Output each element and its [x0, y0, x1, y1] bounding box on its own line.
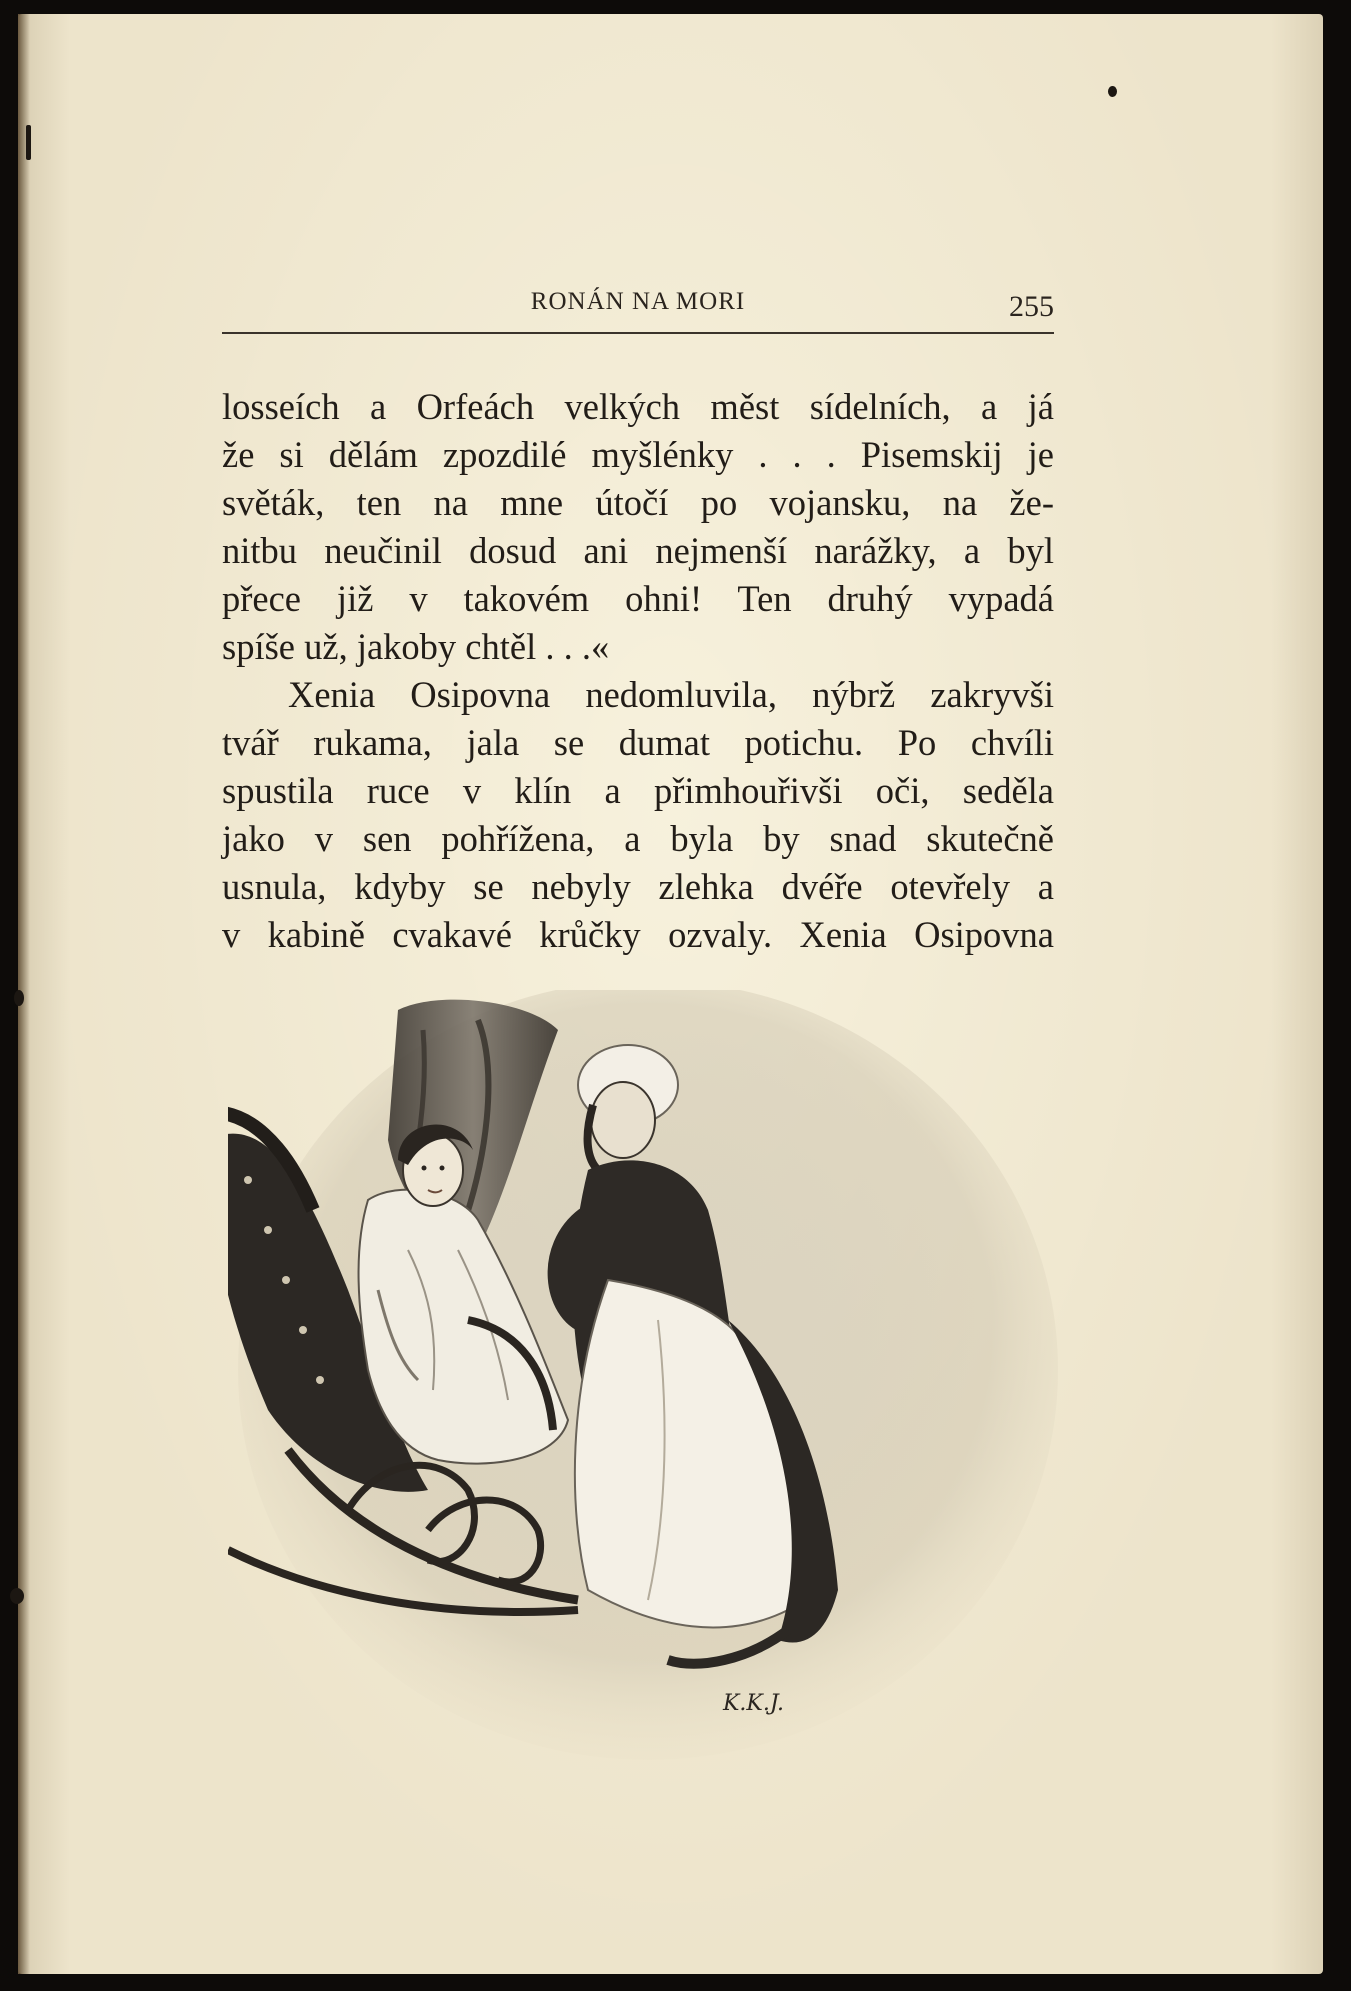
ink-speck [26, 125, 31, 160]
page-number: 255 [1009, 290, 1054, 323]
text-line: světák, ten na mne útočí po vojansku, na že- [222, 482, 1054, 523]
text-line-paragraph-start: Xenia Osipovna nedomluvila, nýbrž zakryvši [288, 674, 1054, 715]
running-header [222, 280, 1054, 334]
engraving-image [228, 990, 1058, 1790]
text-line: že si dělám zpozdilé myšlénky . . . Pisemskij je [222, 434, 1054, 475]
text-line: losseích a Orfeách velkých měst sídelních, a já [222, 386, 1054, 427]
text-line-last: spíše už, jakoby chtěl . . .« [222, 626, 610, 667]
body-text [222, 383, 1054, 959]
text-line: přece již v takovém ohni! Ten druhý vypadá [222, 578, 1054, 619]
engraving-illustration [228, 990, 1058, 1790]
ink-speck [10, 1588, 24, 1604]
text-line: spustila ruce v klín a přimhouřivši oči, seděla [222, 770, 1054, 811]
text-line: jako v sen pohřížena, a byla by snad skutečně [222, 818, 1054, 859]
engraver-signature: K.K.J. [723, 1691, 784, 1716]
ink-speck [1108, 86, 1117, 97]
text-line: v kabině cvakavé krůčky ozvaly. Xenia Osipovna [222, 914, 1054, 955]
text-line: tvář rukama, jala se dumat potichu. Po chvíli [222, 722, 1054, 763]
text-line: usnula, kdyby se nebyly zlehka dvéře otevřely a [222, 866, 1054, 907]
ink-speck [14, 990, 24, 1006]
text-line: nitbu neučinil dosud ani nejmenší narážky, a byl [222, 530, 1054, 571]
running-title: RONÁN NA MORI [530, 288, 746, 315]
